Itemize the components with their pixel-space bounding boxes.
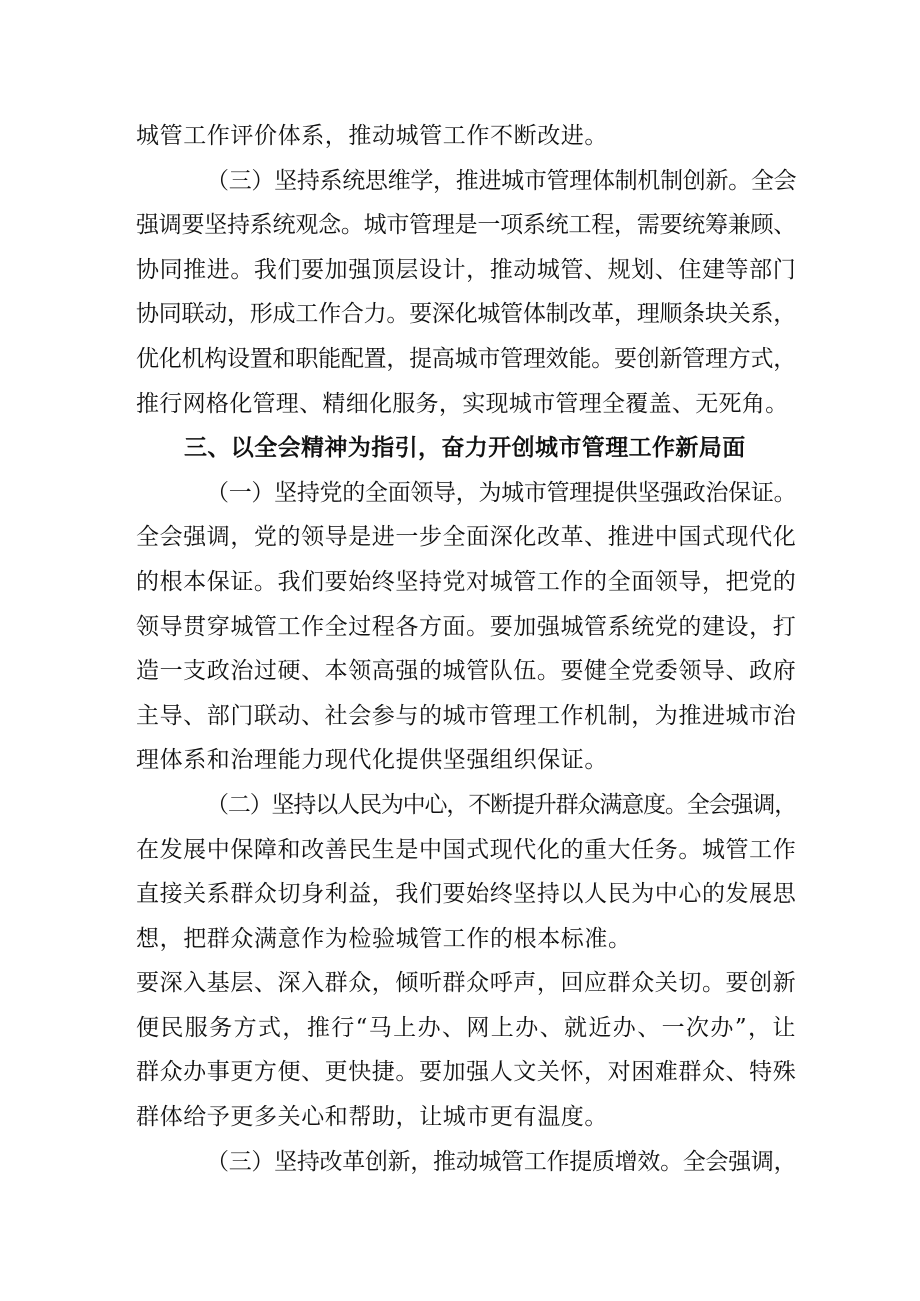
paragraph-line: 强调要坚持系统观念。城市管理是一项系统工程，需要统筹兼顾、 — [136, 212, 796, 239]
paragraph-line: （二）坚持以人民为中心，不断提升群众满意度。全会强调， — [206, 791, 796, 818]
paragraph-line: （三）坚持改革创新，推动城管工作提质增效。全会强调， — [206, 1148, 796, 1175]
paragraph-line: 全会强调，党的领导是进一步全面深化改革、推进中国式现代化 — [136, 524, 796, 551]
paragraph-line: 协同联动，形成工作合力。要深化城管体制改革，理顺条块关系， — [136, 301, 796, 328]
paragraph-line: 便民服务方式，推行“马上办、网上办、就近办、一次办”，让 — [136, 1014, 796, 1041]
body-text — [136, 114, 796, 1184]
paragraph-line: 优化机构设置和职能配置，提高城市管理效能。要创新管理方式， — [136, 345, 796, 372]
paragraph-line: 想，把群众满意作为检验城管工作的根本标准。 — [136, 925, 632, 952]
paragraph-line: 的根本保证。我们要始终坚持党对城管工作的全面领导，把党的 — [136, 568, 796, 595]
paragraph-line: 推行网格化管理、精细化服务，实现城市管理全覆盖、无死角。 — [136, 390, 789, 417]
paragraph-line: 领导贯穿城管工作全过程各方面。要加强城管系统党的建设，打 — [136, 613, 796, 640]
paragraph-line: 城管工作评价体系，推动城管工作不断改进。 — [136, 123, 608, 149]
paragraph-line: 直接关系群众切身利益，我们要始终坚持以人民为中心的发展思 — [136, 881, 796, 908]
paragraph-line: 造一支政治过硬、本领高强的城管队伍。要健全党委领导、政府 — [136, 658, 796, 685]
paragraph-line: 群体给予更多关心和帮助，让城市更有温度。 — [136, 1104, 608, 1131]
paragraph-line: 在发展中保障和改善民生是中国式现代化的重大任务。城管工作 — [136, 836, 796, 863]
paragraph-line: 主导、部门联动、社会参与的城市管理工作机制，为推进城市治 — [136, 702, 796, 729]
paragraph-line: （三）坚持系统思维学，推进城市管理体制机制创新。全会 — [206, 167, 796, 194]
paragraph-line: 群众办事更方便、更快捷。要加强人文关怀，对困难群众、特殊 — [136, 1059, 796, 1086]
paragraph-line: （一）坚持党的全面领导，为城市管理提供坚强政治保证。 — [206, 479, 796, 506]
paragraph-line: 要深入基层、深入群众，倾听群众呼声，回应群众关切。要创新 — [136, 970, 796, 997]
section-heading: 三、以全会精神为指引，奋力开创城市管理工作新局面 — [184, 435, 746, 462]
paragraph-line: 理体系和治理能力现代化提供坚强组织保证。 — [136, 747, 608, 774]
paragraph-line: 协同推进。我们要加强顶层设计，推动城管、规划、住建等部门 — [136, 256, 796, 283]
